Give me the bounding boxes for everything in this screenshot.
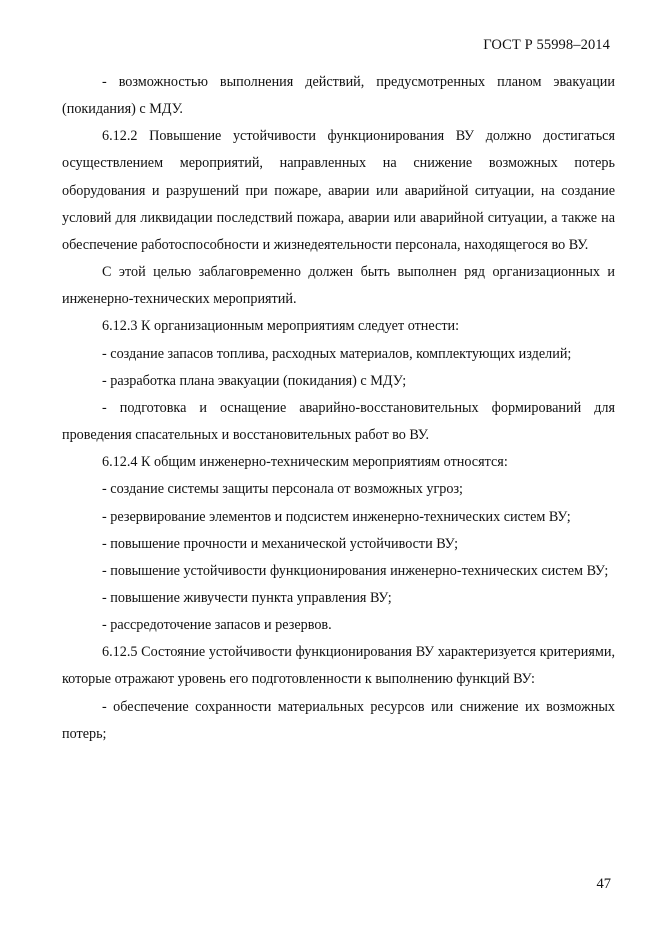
list-item-systems-stability: - повышение устойчивости функционирования инженерно-технических систем ВУ; <box>102 562 609 579</box>
document-body <box>62 69 615 748</box>
paragraph-evacuation-plan-item: - возможностью выполнения действий, предусмотренных планом эвакуации (покидания) с МДУ. <box>62 74 615 118</box>
list-item-strength: - повышение прочности и механической устойчивости ВУ; <box>102 535 459 552</box>
list-item-control-point: - повышение живучести пункта управления ВУ; <box>102 589 392 606</box>
page-number: 47 <box>596 876 611 892</box>
list-item-resource-preservation: - обеспечение сохранности материальных ресурсов или снижение их возможных потерь; <box>62 698 615 742</box>
list-item-reserves: - создание запасов топлива, расходных материалов, комплектующих изделий; <box>102 345 572 362</box>
paragraph-6-12-2: 6.12.2 Повышение устойчивости функционирования ВУ должно достигаться осуществлением мероприятий, направленных на снижение возможных потерь оборудования и разрушений при пожаре, аварии или аварийной ситуации, на создание условий для ликвидации последствий пожара, аварии или аварийной ситуации, а также на обеспечение работоспособности и жизнедеятельности персонала, находящегося во ВУ. <box>62 128 615 253</box>
paragraph-6-12-3: 6.12.3 К организационным мероприятиям следует отнести: <box>102 318 460 335</box>
paragraph-purpose: С этой целью заблаговременно должен быть выполнен ряд организационных и инженерно-технических мероприятий. <box>62 264 615 308</box>
list-item-rescue-teams: - подготовка и оснащение аварийно-восстановительных формирований для проведения спасательных и восстановительных работ во ВУ. <box>62 399 615 444</box>
paragraph-6-12-5: 6.12.5 Состояние устойчивости функционирования ВУ характеризуется критериями, которые отражают уровень его подготовленности к выполнению функций ВУ: <box>62 644 615 688</box>
list-item-personnel-protection: - создание системы защиты персонала от возможных угроз; <box>102 481 463 498</box>
list-item-redundancy: - резервирование элементов и подсистем инженерно-технических систем ВУ; <box>102 508 571 525</box>
document-code-header: ГОСТ Р 55998–2014 <box>483 37 610 53</box>
list-item-dispersal: - рассредоточение запасов и резервов. <box>102 617 332 634</box>
paragraph-6-12-4: 6.12.4 К общим инженерно-техническим мероприятиям относятся: <box>102 454 508 471</box>
list-item-evacuation-plan: - разработка плана эвакуации (покидания) с МДУ; <box>102 372 407 389</box>
